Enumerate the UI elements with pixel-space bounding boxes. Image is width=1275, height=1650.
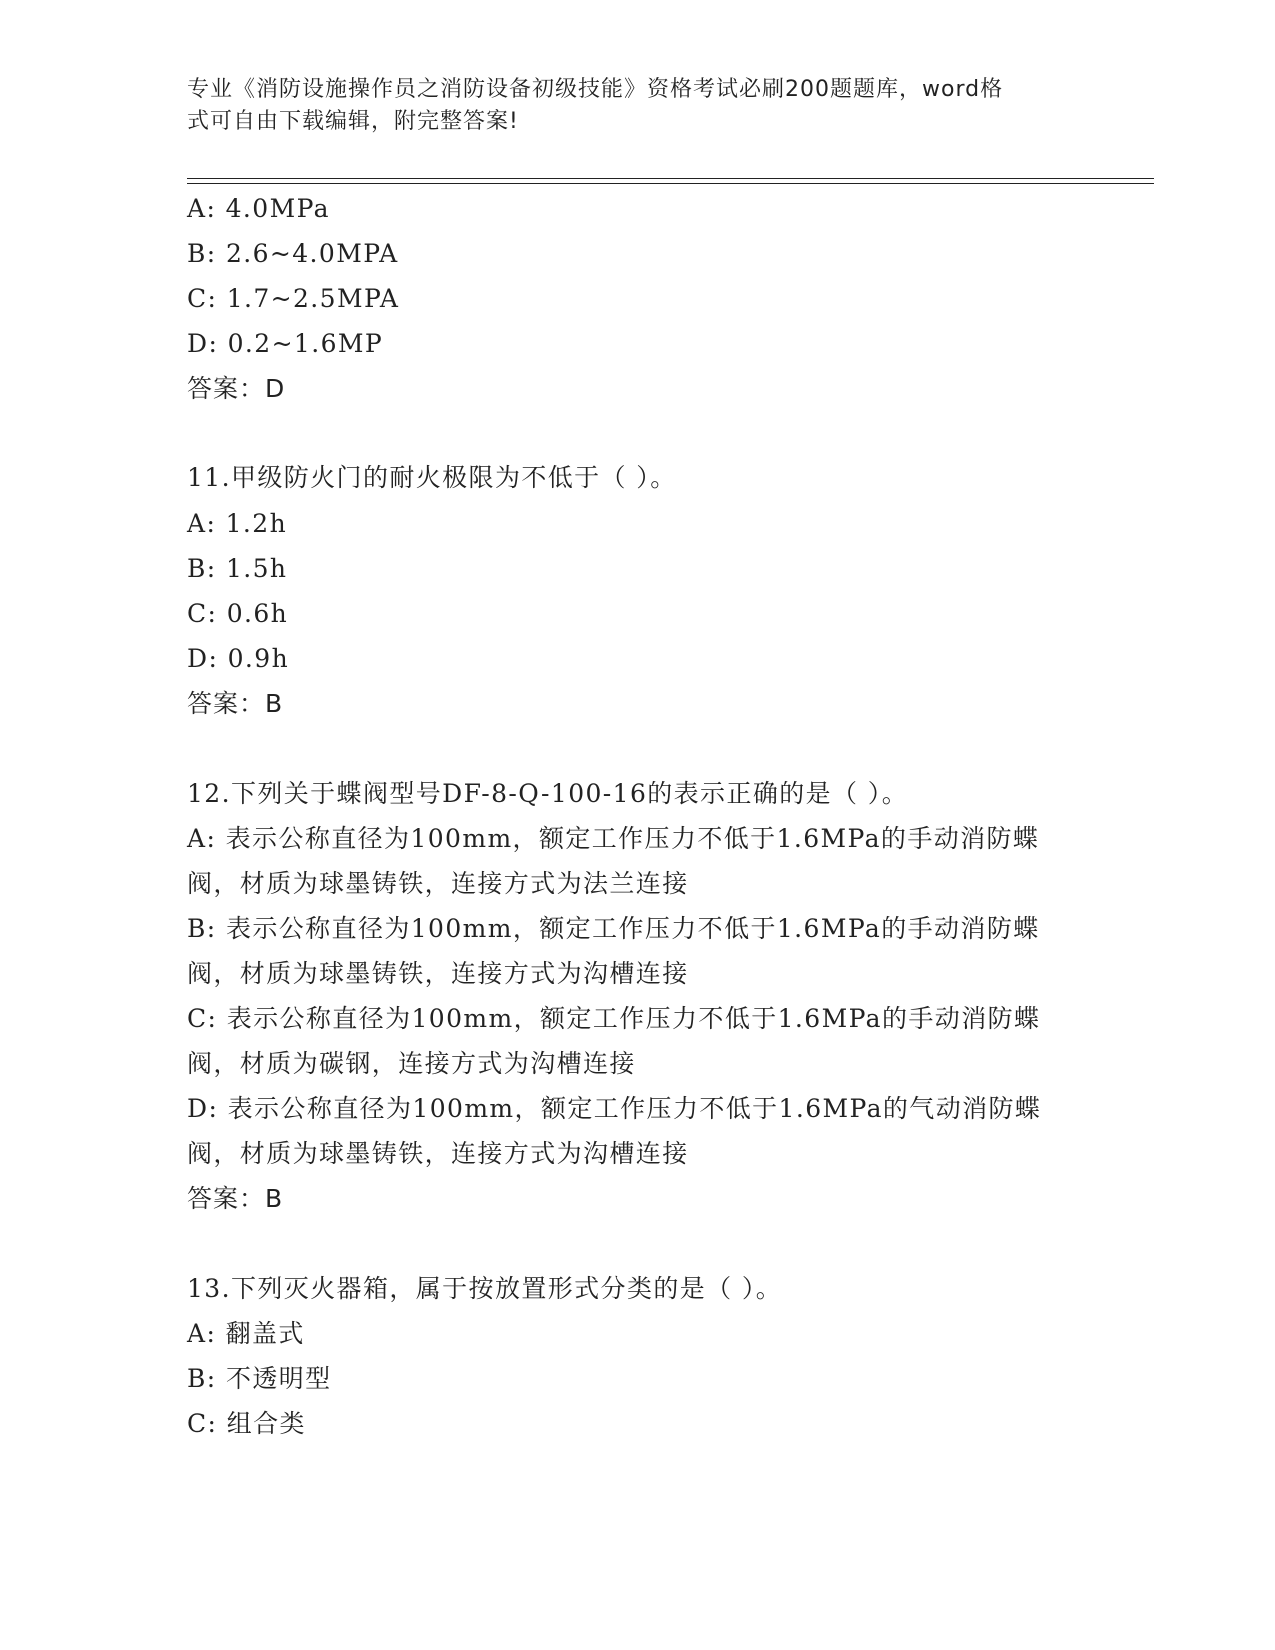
q12-option-a-line1: A: 表示公称直径为100mm，额定工作压力不低于1.6MPa的手动消防蝶 — [187, 824, 1040, 853]
q13-option-a: A: 翻盖式 — [187, 1319, 305, 1348]
q12-option-a-line2: 阀，材质为球墨铸铁，连接方式为法兰连接 — [187, 869, 689, 898]
q13-option-c: C: 组合类 — [187, 1409, 306, 1438]
q10-option-c: C: 1.7~2.5MPA — [187, 284, 400, 313]
q11-option-d: D: 0.9h — [187, 644, 290, 673]
q11-answer: 答案：B — [187, 689, 284, 718]
document-header — [187, 74, 1067, 138]
q12-question: 12.下列关于蝶阀型号DF-8-Q-100-16的表示正确的是（ ）。 — [187, 779, 909, 808]
q12-answer: 答案：B — [187, 1184, 284, 1213]
q10-option-b: B: 2.6~4.0MPA — [187, 239, 399, 268]
q11-question: 11.甲级防火门的耐火极限为不低于（ ）。 — [187, 463, 677, 492]
q13-option-b: B: 不透明型 — [187, 1364, 332, 1393]
header-divider-top — [187, 178, 1154, 179]
q12-option-b-line1: B: 表示公称直径为100mm，额定工作压力不低于1.6MPa的手动消防蝶 — [187, 914, 1040, 943]
q11-option-c: C: 0.6h — [187, 599, 289, 628]
header-divider-bottom — [187, 183, 1154, 184]
q11-option-b: B: 1.5h — [187, 554, 288, 583]
q12-option-d-line1: D: 表示公称直径为100mm，额定工作压力不低于1.6MPa的气动消防蝶 — [187, 1094, 1042, 1123]
header-line-2: 式可自由下载编辑，附完整答案! — [187, 109, 519, 134]
q10-option-a: A: 4.0MPa — [187, 194, 330, 223]
q12-option-d-line2: 阀，材质为球墨铸铁，连接方式为沟槽连接 — [187, 1139, 689, 1168]
q10-answer: 答案：D — [187, 374, 286, 403]
q13-question: 13.下列灭火器箱，属于按放置形式分类的是（ ）。 — [187, 1274, 783, 1303]
q12-option-b-line2: 阀，材质为球墨铸铁，连接方式为沟槽连接 — [187, 959, 689, 988]
q10-option-d: D: 0.2~1.6MP — [187, 329, 384, 358]
q12-option-c-line2: 阀，材质为碳钢，连接方式为沟槽连接 — [187, 1049, 636, 1078]
q12-option-c-line1: C: 表示公称直径为100mm，额定工作压力不低于1.6MPa的手动消防蝶 — [187, 1004, 1041, 1033]
q11-option-a: A: 1.2h — [187, 509, 288, 538]
header-line-1: 专业《消防设施操作员之消防设备初级技能》资格考试必刷200题题库，word格 — [187, 77, 1004, 102]
